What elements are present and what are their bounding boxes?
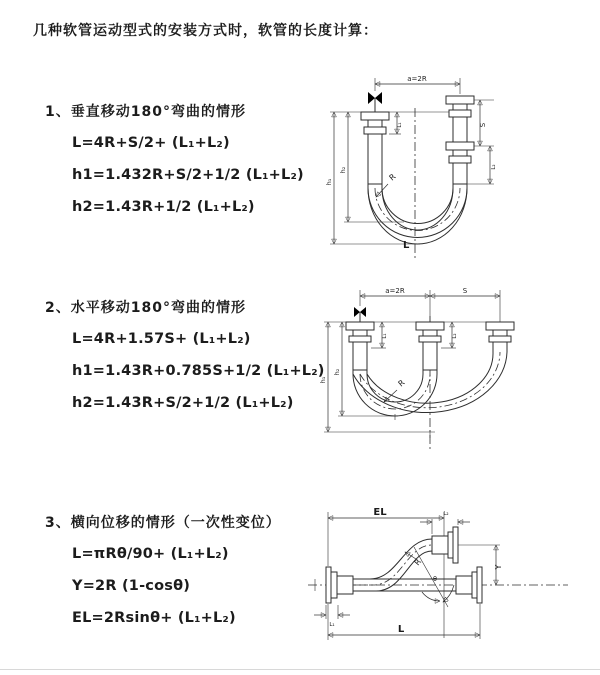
diagram-vertical-180-bend: [300, 70, 585, 265]
dim-label-s: S: [479, 122, 487, 128]
dim-label-h2: h₂: [333, 368, 341, 376]
page-title: 几种软管运动型式的安装方式时，软管的长度计算：: [33, 23, 378, 39]
dim-label-theta: θ: [433, 575, 437, 583]
page-bottom-edge: [0, 669, 600, 670]
formula-line: L=4R+S/2+ (L₁+L₂): [72, 135, 230, 151]
dim-label-r: R: [412, 557, 424, 568]
dimension-lines: [324, 290, 512, 432]
valve-icon: [354, 307, 366, 322]
dim-label-l1: L₁: [329, 622, 335, 628]
angle-and-radius-construction: [405, 547, 454, 607]
section1-heading: 1、垂直移动180°弯曲的情形: [45, 104, 246, 120]
dim-label-l2: L₂: [491, 164, 497, 170]
formula-line: L=4R+1.57S+ (L₁+L₂): [72, 331, 251, 347]
dim-label-l: L: [397, 624, 405, 635]
dim-label-h1: h₁: [319, 376, 327, 384]
dim-label-h2: h₂: [339, 166, 347, 174]
valve-icon: [368, 92, 382, 112]
dim-label-s: S: [462, 287, 468, 295]
diagram-horizontal-180-bend: [300, 282, 595, 462]
dim-label-l: L: [403, 240, 410, 251]
formula-line: L=πRθ/90+ (L₁+L₂): [72, 546, 229, 562]
section3-formulas: [72, 538, 236, 634]
dim-label-r: R: [387, 172, 398, 183]
formula-line: h1=1.43R+0.785S+1/2 (L₁+L₂): [72, 363, 325, 379]
dim-label-l2: L₂: [452, 333, 458, 339]
formula-line: EL=2Rsinθ+ (L₁+L₂): [72, 610, 236, 626]
formula-line: h2=1.43R+S/2+1/2 (L₁+L₂): [72, 395, 294, 411]
dim-label-l2: L₂: [443, 511, 449, 517]
section3-heading: 3、横向位移的情形（一次性变位）: [45, 515, 281, 531]
section2-heading: 2、水平移动180°弯曲的情形: [45, 300, 246, 316]
dim-label-a2r: a=2R: [407, 75, 427, 83]
formula-line: h2=1.43R+1/2 (L₁+L₂): [72, 199, 255, 215]
dim-label-el: EL: [373, 507, 387, 518]
section1-formulas: [72, 127, 304, 223]
flange-fittings: [326, 527, 482, 603]
dim-label-r: R: [396, 378, 407, 389]
radius-leader: [384, 378, 407, 402]
dim-label-l1: L₁: [382, 333, 388, 339]
dim-label-l1: L₁: [397, 122, 403, 128]
formula-line: Y=2R (1-cosθ): [72, 578, 191, 594]
formula-line: h1=1.432R+S/2+1/2 (L₁+L₂): [72, 167, 304, 183]
dim-label-a2r: a=2R: [385, 287, 405, 295]
diagram-lateral-displacement: [296, 502, 596, 652]
hose-fittings: [346, 322, 514, 370]
dim-label-y: Y: [494, 564, 503, 570]
section2-formulas: [72, 323, 325, 419]
hose-fittings: [361, 96, 474, 184]
dim-label-h1: h₁: [325, 178, 333, 186]
